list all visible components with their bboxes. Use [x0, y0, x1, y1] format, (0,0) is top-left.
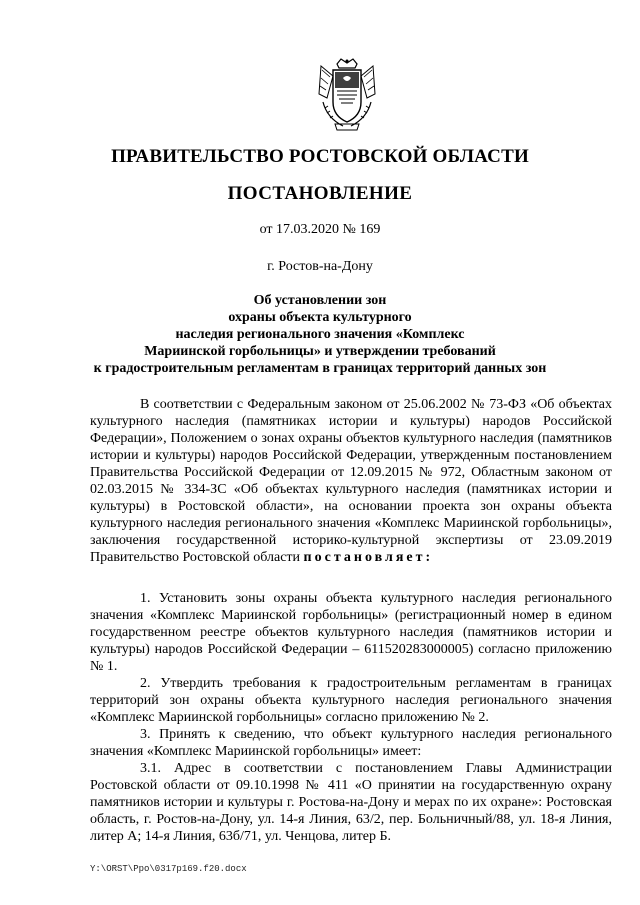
- document-city: г. Ростов-на-Дону: [267, 259, 373, 274]
- decree-word: постановляет:: [303, 550, 434, 565]
- decree-items: [90, 590, 612, 845]
- decree-item: 2. Утвердить требования к градостроительным регламентам в границах территорий зон охраны объекта культурного наследия регионального значения «Комплекс Мариинской горбольницы» согласно приложению № 2.: [90, 676, 612, 725]
- file-path-footer: Y:\ORST\Ppo\0317p169.f20.docx: [90, 864, 247, 874]
- preamble-text: В соответствии с Федеральным законом от 25.06.2002 № 73-ФЗ «Об объектах культурного наследия (памятниках истории и культуры) народов Российской Федерации», Положением о зонах охраны объектов культурного наследия (памятников истории и культуры) народов Российской Федерации, утвержденным постановлением Правительства Российской Федерации от 12.09.2015 № 972, Областным законом от 02.03.2015 № 334-ЗС «Об объектах культурного наследия (памятниках истории и культуры) в Ростовской области», на основании проекта зон охраны объекта культурного наследия регионального значения «Комплекс Мариинской горбольницы», заключения государственной историко-культурной экспертизы от 23.09.2019 Правительство Ростовской области: [90, 397, 612, 565]
- preamble-paragraph: [90, 396, 612, 566]
- document-subject: [90, 292, 550, 377]
- document-date-number: от 17.03.2020 № 169: [259, 222, 381, 237]
- subject-line: к градостроительным регламентам в границах территорий данных зон: [93, 361, 547, 376]
- decree-item: 1. Установить зоны охраны объекта культурного наследия регионального значения «Комплекс Мариинской горбольницы» (регистрационный номер в едином государственном реестре объектов культурного наследия (памятников истории и культуры) народов Российской Федерации – 611520283000005) согласно приложению № 1.: [90, 591, 612, 674]
- subject-line: Мариинской горбольницы» и утверждении требований: [144, 344, 496, 359]
- coat-of-arms-icon: [313, 58, 381, 132]
- subject-line: Об установлении зон: [253, 293, 387, 308]
- subject-line: охраны объекта культурного: [228, 310, 412, 325]
- organization-title: ПРАВИТЕЛЬСТВО РОСТОВСКОЙ ОБЛАСТИ: [111, 146, 529, 167]
- decree-item: 3. Принять к сведению, что объект культурного наследия регионального значения «Комплекс Мариинской горбольницы» имеет:: [90, 727, 612, 759]
- decree-item: 3.1. Адрес в соответствии с постановлением Главы Администрации Ростовской области от 09.10.1998 № 411 «О принятии на государственную охрану памятников истории и культуры г. Ростова-на-Дону и мерах по их охране»: Ростовская область, г. Ростов-на-Дону, ул. 14-я Линия, 63/2, пер. Больничный/88, ул. 18-я Линия, литер А; 14-я Линия, 63б/71, ул. Ченцова, литер Б.: [90, 761, 612, 844]
- subject-line: наследия регионального значения «Комплекс: [175, 327, 465, 342]
- document-type: ПОСТАНОВЛЕНИЕ: [227, 183, 413, 204]
